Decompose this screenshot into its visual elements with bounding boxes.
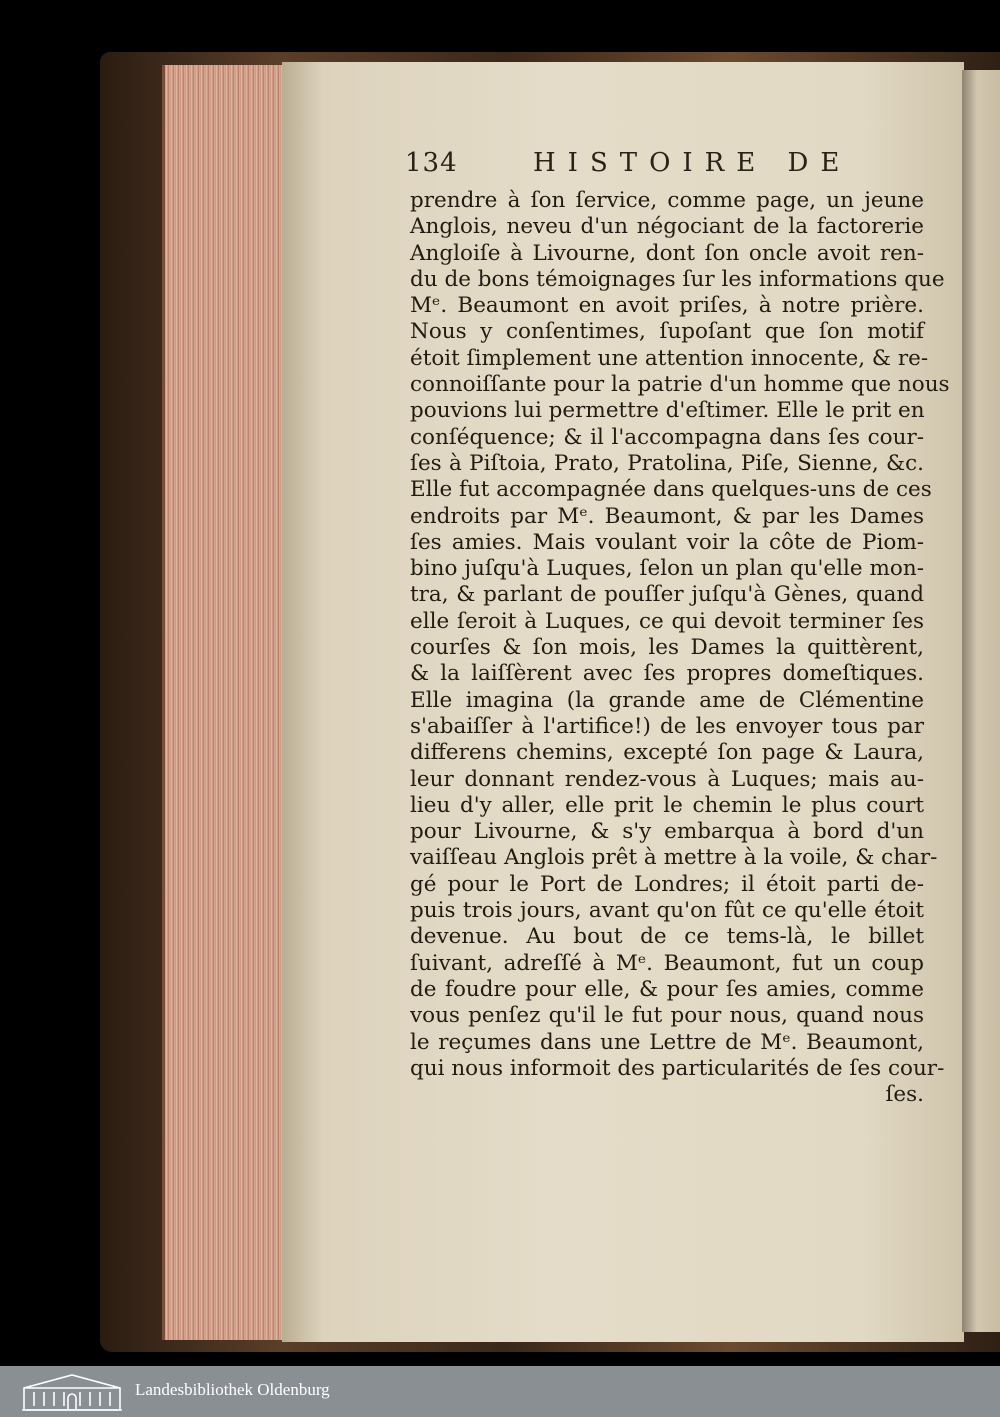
text-line: leur donnant rendez-vous à Luques; mais au- [410,766,924,792]
library-building-icon [20,1372,124,1412]
text-line: vaiſſeau Anglois prêt à mettre à la voile, & char- [410,845,938,871]
text-line: prendre à ſon ſervice, comme page, un jeune [410,188,924,213]
body-text [410,188,950,1082]
text-line: connoiſſante pour la patrie d'un homme que nous [410,372,950,398]
text-line: Angloiſe à Livourne, dont ſon oncle avoit ren- [410,240,924,266]
text-line: differens chemins, excepté ſon page & Laura, [410,740,924,766]
text-line: qui nous informoit des particularités de ſes cour- [410,1055,945,1081]
text-line: elle ſeroit à Luques, ce qui devoit terminer ſes [410,608,924,634]
text-line: Elle fut accompagnée dans quelques-uns de ces [410,477,932,503]
text-line: du de bons témoignages ſur les informations que [410,266,945,292]
text-line: étoit ſimplement une attention innocente, & re- [410,345,929,371]
text-line: s'abaiſſer à l'artifice!) de les envoyer tous par [410,713,924,739]
text-line: ſes à Piſtoia, Prato, Pratolina, Piſe, Sienne, &c. [410,450,924,476]
catchword: ſes. [885,1082,924,1107]
page-edges [162,65,285,1340]
facing-page-edge [962,70,1000,1332]
text-line: & la laiſſèrent avec ſes propres domeſtiques. [410,661,924,687]
library-name: Landesbibliothek Oldenburg [135,1380,330,1399]
footer-bar [0,1366,1000,1417]
text-line: Anglois, neveu d'un négociant de la factorerie [410,214,924,240]
page-number: 134 [405,148,458,178]
text-line: pouvions lui permettre d'eſtimer. Elle le prit en [410,398,925,424]
text-line: ſes amies. Mais voulant voir la côte de Piom- [410,529,924,555]
text-line: ſuivant, adreſſé à Mᵉ. Beaumont, fut un coup [410,950,924,976]
text-line: Mᵉ. Beaumont en avoit priſes, à notre prière. [410,293,924,319]
text-line: conſéquence; & il l'accompagna dans ſes cour- [410,424,924,450]
text-line: endroits par Mᵉ. Beaumont, & par les Dames [410,503,924,529]
text-line: gé pour le Port de Londres; il étoit parti de- [410,871,924,897]
text-line: bino juſqu'à Luques, ſelon un plan qu'elle mon- [410,556,924,582]
text-line: le reçumes dans une Lettre de Mᵉ. Beaumont, [410,1029,924,1055]
running-head: HISTOIRE DE [533,148,852,178]
text-line: puis trois jours, avant qu'on fût ce qu'elle étoit [410,898,924,924]
text-line: devenue. Au bout de ce tems-là, le billet [410,924,924,950]
text-line: de foudre pour elle, & pour ſes amies, comme [410,976,924,1002]
page-header [405,148,925,182]
text-line: Elle imagina (la grande ame de Clémentine [410,687,924,713]
text-line: vous penſez qu'il le fut pour nous, quand nous [410,1003,924,1029]
text-line: tra, & parlant de pouſſer juſqu'à Gènes, quand [410,582,924,608]
text-line: lieu d'y aller, elle prit le chemin le plus court [410,792,924,818]
text-line: Nous y conſentimes, ſupoſant que ſon motif [410,319,924,345]
text-line: pour Livourne, & s'y embarqua à bord d'un [410,819,924,845]
text-line: courſes & ſon mois, les Dames la quittèrent, [410,635,924,661]
